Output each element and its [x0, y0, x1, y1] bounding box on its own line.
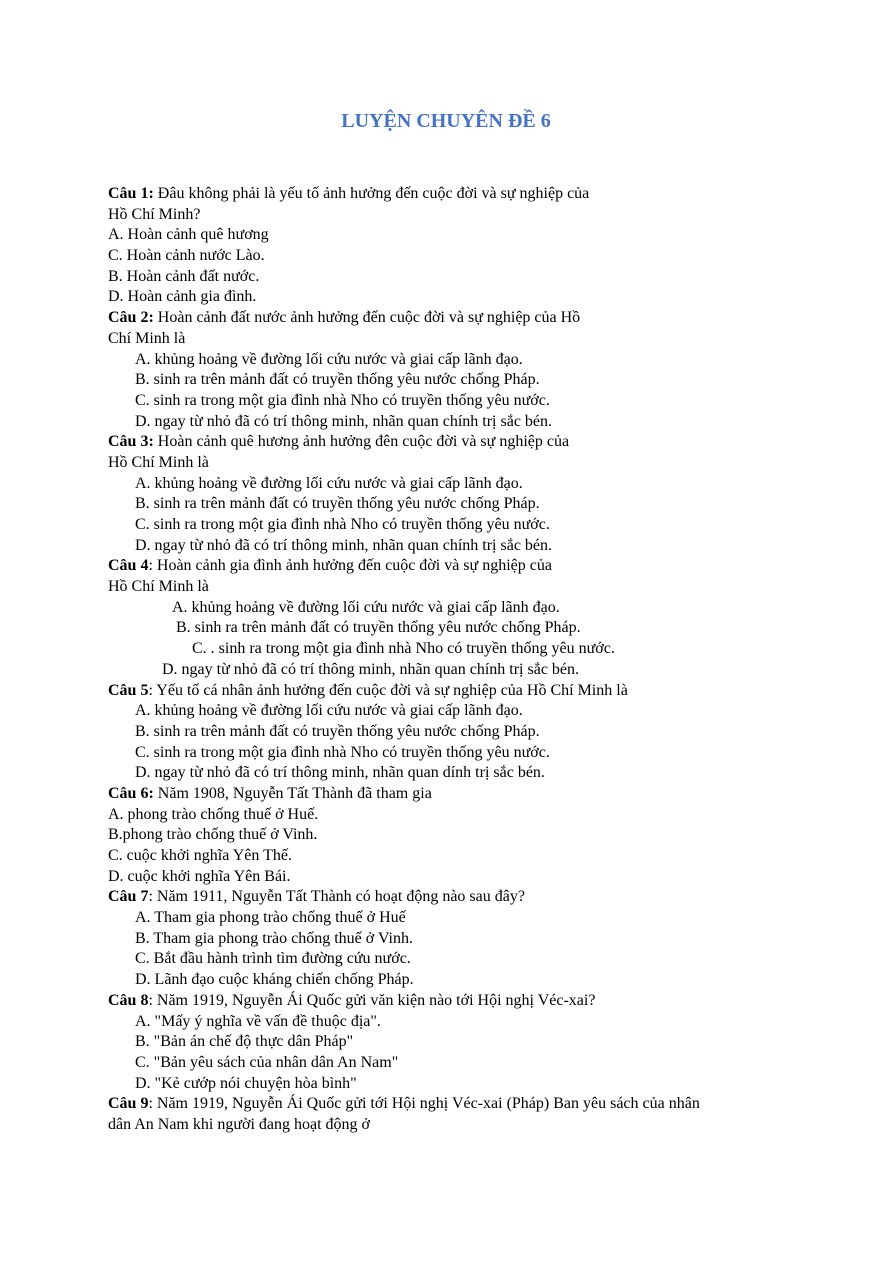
- question-3-stem: [108, 432, 788, 453]
- question-8-option-c: C. "Bản yêu sách của nhân dân An Nam": [135, 1053, 399, 1071]
- question-7-option-b: B. Tham gia phong trào chống thuế ở Vinh.: [135, 929, 413, 947]
- question-label: Câu 5: [108, 681, 149, 699]
- question-5-stem: [108, 681, 788, 702]
- question-4-option-b: B. sinh ra trên mảnh đất có truyền thống yêu nước chống Pháp.: [176, 619, 581, 637]
- question-text: Hoàn cảnh đất nước ảnh hưởng đến cuộc đời và sự nghiệp của Hồ: [153, 309, 581, 327]
- question-text: : Hoàn cảnh gia đình ảnh hưởng đến cuộc đời và sự nghiệp của: [148, 557, 552, 575]
- question-6-option-a: A. phong trào chống thuế ở Huế.: [108, 805, 319, 823]
- question-3-option-b: B. sinh ra trên mảnh đất có truyền thống yêu nước chống Pháp.: [135, 495, 540, 513]
- question-7-stem: [108, 887, 788, 908]
- question-9-stem: [108, 1094, 788, 1115]
- question-6-option-d: D. cuộc khởi nghĩa Yên Bái.: [108, 867, 291, 885]
- question-6-stem: [108, 784, 788, 805]
- question-text: : Năm 1919, Nguyễn Ái Quốc gửi văn kiện nào tới Hội nghị Véc-xai?: [148, 991, 596, 1009]
- question-3-stem-cont: Hồ Chí Minh là: [108, 453, 209, 471]
- question-1-option-d: D. Hoàn cảnh gia đình.: [108, 288, 257, 306]
- question-text: : Yếu tố cá nhân ảnh hưởng đến cuộc đời và sự nghiệp của Hồ Chí Minh là: [148, 681, 628, 699]
- question-text: Hoàn cảnh quê hương ảnh hưởng đên cuộc đời và sự nghiệp của: [153, 433, 570, 451]
- question-label: Câu 9: [108, 1095, 149, 1113]
- question-5-option-c: C. sinh ra trong một gia đình nhà Nho có truyền thống yêu nước.: [135, 743, 550, 761]
- question-3-option-d: D. ngay từ nhỏ đã có trí thông minh, nhãn quan chính trị sắc bén.: [135, 536, 553, 554]
- question-6-option-b: B.phong trào chống thuế ở Vinh.: [108, 826, 318, 844]
- question-text: : Năm 1919, Nguyễn Ái Quốc gửi tới Hội nghị Véc-xai (Pháp) Ban yêu sách của nhân: [148, 1095, 700, 1113]
- question-text: : Năm 1911, Nguyễn Tất Thành có hoạt động nào sau đây?: [148, 888, 525, 906]
- question-text: Đâu không phải là yếu tố ảnh hưởng đến cuộc đời và sự nghiệp của: [153, 185, 590, 202]
- question-1-option-b: B. Hoàn cảnh đất nước.: [108, 267, 260, 285]
- question-list: [108, 184, 788, 1136]
- question-7-option-a: A. Tham gia phong trào chống thuế ở Huế: [135, 909, 406, 927]
- question-label: Câu 6:: [108, 784, 154, 802]
- question-label: Câu 8: [108, 991, 149, 1009]
- question-text: Năm 1908, Nguyễn Tất Thành đã tham gia: [153, 784, 432, 802]
- question-4-option-a: A. khủng hoảng về đường lối cứu nước và giai cấp lãnh đạo.: [172, 598, 560, 616]
- question-5-option-b: B. sinh ra trên mảnh đất có truyền thống yêu nước chống Pháp.: [135, 722, 540, 740]
- question-8-option-d: D. "Kẻ cướp nói chuyện hòa bình": [135, 1074, 357, 1092]
- question-2-option-c: C. sinh ra trong một gia đình nhà Nho có truyền thống yêu nước.: [135, 391, 550, 409]
- question-1-stem: [108, 184, 788, 205]
- question-7-option-d: D. Lãnh đạo cuộc kháng chiến chống Pháp.: [135, 971, 414, 989]
- question-3-option-a: A. khủng hoảng về đường lối cứu nước và giai cấp lãnh đạo.: [135, 474, 523, 492]
- question-2-option-d: D. ngay từ nhỏ đã có trí thông minh, nhãn quan chính trị sắc bén.: [135, 412, 553, 430]
- question-label: Câu 7: [108, 888, 149, 906]
- question-5-option-d: D. ngay từ nhỏ đã có trí thông minh, nhãn quan dính trị sắc bén.: [135, 764, 545, 782]
- question-1-stem-cont: Hồ Chí Minh?: [108, 205, 201, 223]
- question-label: Câu 4: [108, 557, 149, 575]
- question-label: Câu 1:: [108, 185, 154, 202]
- question-4-option-d: D. ngay từ nhỏ đã có trí thông minh, nhãn quan chính trị sắc bén.: [162, 660, 580, 678]
- question-8-stem: [108, 991, 788, 1012]
- question-2-stem: [108, 308, 788, 329]
- question-8-option-a: A. "Mấy ý nghĩa về vấn đề thuộc địa".: [135, 1012, 381, 1030]
- question-2-option-a: A. khủng hoảng về đường lối cứu nước và giai cấp lãnh đạo.: [135, 350, 523, 368]
- question-5-option-a: A. khủng hoảng về đường lối cứu nước và giai cấp lãnh đạo.: [135, 702, 523, 720]
- question-label: Câu 3:: [108, 433, 154, 451]
- question-2-option-b: B. sinh ra trên mảnh đất có truyền thống yêu nước chống Pháp.: [135, 371, 540, 389]
- question-3-option-c: C. sinh ra trong một gia đình nhà Nho có truyền thống yêu nước.: [135, 516, 550, 533]
- question-label: Câu 2:: [108, 309, 154, 327]
- question-1-option-c: C. Hoàn cảnh nước Lào.: [108, 247, 265, 265]
- question-1-option-a: A. Hoàn cảnh quê hương: [108, 226, 269, 244]
- question-4-stem-cont: Hồ Chí Minh là: [108, 578, 209, 596]
- question-4-stem: [108, 556, 788, 577]
- question-9-stem-cont: dân An Nam khi người đang hoạt động ở: [108, 1115, 371, 1133]
- question-8-option-b: B. "Bản án chế độ thực dân Pháp": [135, 1033, 354, 1051]
- question-7-option-c: C. Bắt đầu hành trình tìm đường cứu nước.: [135, 950, 411, 968]
- page-title: LUYỆN CHUYÊN ĐỀ 6: [341, 110, 551, 132]
- question-6-option-c: C. cuộc khởi nghĩa Yên Thế.: [108, 847, 292, 864]
- question-2-stem-cont: Chí Minh là: [108, 329, 186, 347]
- question-4-option-c: C. . sinh ra trong một gia đình nhà Nho có truyền thống yêu nước.: [192, 640, 615, 658]
